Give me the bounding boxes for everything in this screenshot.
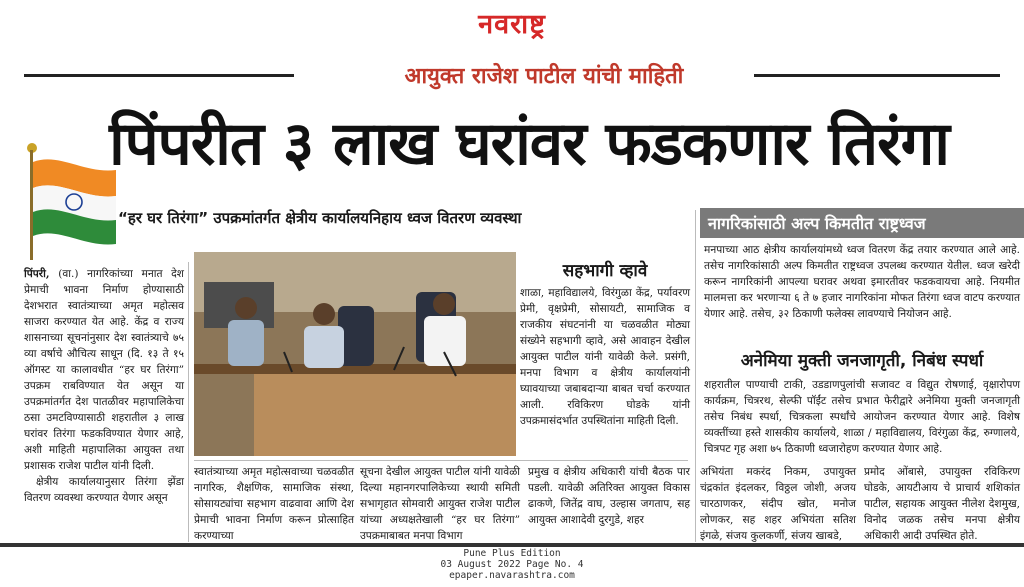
article-column-3: सूचना देखील आयुक्त पाटील यांनी यावेळी दिल्या महानगरपालिकेच्या स्थायी समिती सभागृहात सोमवारी आयुक्त राजेश पाटील यांच्या अध्यक्षतेखाली “हर घर तिरंगा” उपक्रमाबाबत मनपा विभाग <box>360 466 520 542</box>
column-1-paragraph-2: क्षेत्रीय कार्यालयानुसार तिरंगा झेंडा वितरण व्यवस्था करण्यात येणार असून <box>24 476 184 504</box>
article-column-5: अभियंता मकरंद निकम, उपायुक्त चंद्रकांत इंदलकर, विठ्ठल जोशी, अजय चारठाणकर, संदीप खोत, मनोज लोणकर, सह शहर अभियंता सतिश इंगळे, संजय कुलकर्णी, संजय खाबडे, <box>700 466 856 542</box>
edition-name: Pune Plus Edition <box>463 548 561 559</box>
kicker-text: आयुक्त राजेश पाटील यांची माहिती <box>404 64 684 89</box>
article-column-1 <box>24 266 184 506</box>
column-divider <box>695 210 696 542</box>
article-column-6: प्रमोद ओंबासे, उपायुक्त रविकिरण घोडके, आयटीआय चे प्राचार्य शशिकांत पाटील, सहायक आयुक्त नीलेश देशमुख, विनोद जळक तसेच मनपा क्षेत्रीय अधिकारी आदी उपस्थित होते. <box>864 466 1020 542</box>
page-bottom-rule <box>0 543 1024 547</box>
headline: पिंपरीत ३ लाख घरांवर फडकणार तिरंगा <box>109 109 949 179</box>
photo-bottom-rule <box>194 460 688 461</box>
kicker-right-rule <box>754 74 1000 77</box>
dateline: पिंपरी, <box>24 268 50 280</box>
anemia-body: शहरातील पाण्याची टाकी, उडडाणपुलांची सजावट व विद्युत रोषणाई, वृक्षारोपण कार्यक्रम, चित्ररथ, सेल्फी पॉईंट तसेच प्रभात फेरीद्वारे अनेमिया मुक्ती जनजागृती तसेच निबंध स्पर्धा, चित्रकला स्पर्धांचे आयोजन करण्यात येणार आहे. विशेष व्यक्तींच्या हस्ते शासकीय कार्यालये, शाळा / महाविद्यालय, विरंगुळा केंद्र, रुग्णालये, चित्रपट गृह अशा ७५ ठिकाणी ध्वजारोहण करण्यात येणार आहे. <box>704 379 1020 455</box>
kicker-bar <box>24 60 1000 96</box>
subheadline: “हर घर तिरंगा” उपक्रमांतर्गत क्षेत्रीय कार्यालयनिहाय ध्वज वितरण व्यवस्था <box>118 209 522 227</box>
anemia-title: अनेमिया मुक्ती जनजागृती, निबंध स्पर्धा <box>740 351 984 371</box>
newspaper-masthead: नवराष्ट्र <box>478 9 546 40</box>
article-column-4: प्रमुख व क्षेत्रीय अधिकारी यांची बैठक पार पडली. यावेळी अतिरिक्त आयुक्त विकास ढाकणे, जितेंद्र वाघ, उल्हास जगताप, सह आयुक्त आशादेवी दुरगुडे, शहर <box>528 466 690 526</box>
kicker-left-rule <box>24 74 294 77</box>
column-1-paragraph: (वा.) नागरिकांच्या मनात देश प्रेमाची भावना निर्माण होण्यासाठी देशभरात स्वातंत्र्याच्या अमृत महोत्सव साजरा करण्यात येत आहे. केंद्र व राज्य शासनाच्या सूचनांनुसार देश स्वातंत्र्याचे ७५ व्या वर्षाचे औचित्य साधून (दि. १३ ते १५ ऑगस्ट या कालावधीत “हर घर तिरंगा” उपक्रम राबविण्यात येत असून या उपक्रमांतर्गत देश पातळीवर महापालिकेचा ठसा उमटविण्यासाठी शहरातील ३ लाख घरांवर तिरंगा फडकविण्यात येणार आहे, अशी माहिती महापालिका आयुक्त तथा प्रशासक राजेश पाटील यांनी दिली. <box>24 268 184 472</box>
edition-date-page: 03 August 2022 Page No. 4 <box>440 559 584 570</box>
participation-body: शाळा, महाविद्यालये, विरंगुळा केंद्र, पर्यावरण प्रेमी, वृक्षप्रेमी, सोसायटी, सामाजिक व राजकीय संघटनांनी या चळवळीत मोठ्या संख्येने सहभागी व्हावे, असे आवाहन देखील आयुक्त पाटील यांनी यावेळी केले. प्रसंगी, मनपा विभाग व क्षेत्रीय कार्यालयांनी घ्यावयाच्या जबाबदाऱ्या बाबत चर्चा करण्यात आली. रविकिरण घोडके यांनी उपक्रमासंदर्भात उपस्थितांना माहिती दिली. <box>520 287 690 427</box>
affordable-flag-box <box>700 208 1024 322</box>
affordable-flag-body: मनपाच्या आठ क्षेत्रीय कार्यालयांमध्ये ध्वज वितरण केंद्र तयार करण्यात आले आहे. तसेच नागरिकांसाठी अल्प किमतीत राष्ट्रध्वज उपलब्ध करण्यात येतील. ध्वज खरेदी करून नागरिकांनी आपल्या घरावर अथवा इमारतीवर फडकवायचा आहे. नियमीत मालमत्ता कर भरणाऱ्या ६ ते ७ हजार नागरिकांना मोफत तिरंगा ध्वज वाटप करण्यात येणार आहे. तसेच, ३२ ठिकाणी फलेक्स लावण्याचे नियोजन आहे. <box>704 244 1020 320</box>
anemia-section <box>700 346 1024 457</box>
meeting-photo <box>194 252 516 456</box>
edition-footer <box>0 548 1024 581</box>
epaper-url[interactable]: epaper.navarashtra.com <box>449 570 575 581</box>
article-column-2: स्वातंत्र्याच्या अमृत महोत्सवाच्या चळवळीत नागरिक, शैक्षणिक, सामाजिक संस्था, सोसायट्यांचा सहभाग वाढवावा आणि देश प्रेमाची भावना निर्माण करून प्रोत्साहित करण्याच्या <box>194 466 354 542</box>
indian-flag-icon <box>24 140 124 260</box>
participation-title: सहभागी व्हावे <box>562 261 648 281</box>
column-divider <box>188 262 189 542</box>
participation-section <box>520 256 690 429</box>
affordable-flag-title: नागरिकांसाठी अल्प किमतीत राष्ट्रध्वज <box>700 208 1024 238</box>
